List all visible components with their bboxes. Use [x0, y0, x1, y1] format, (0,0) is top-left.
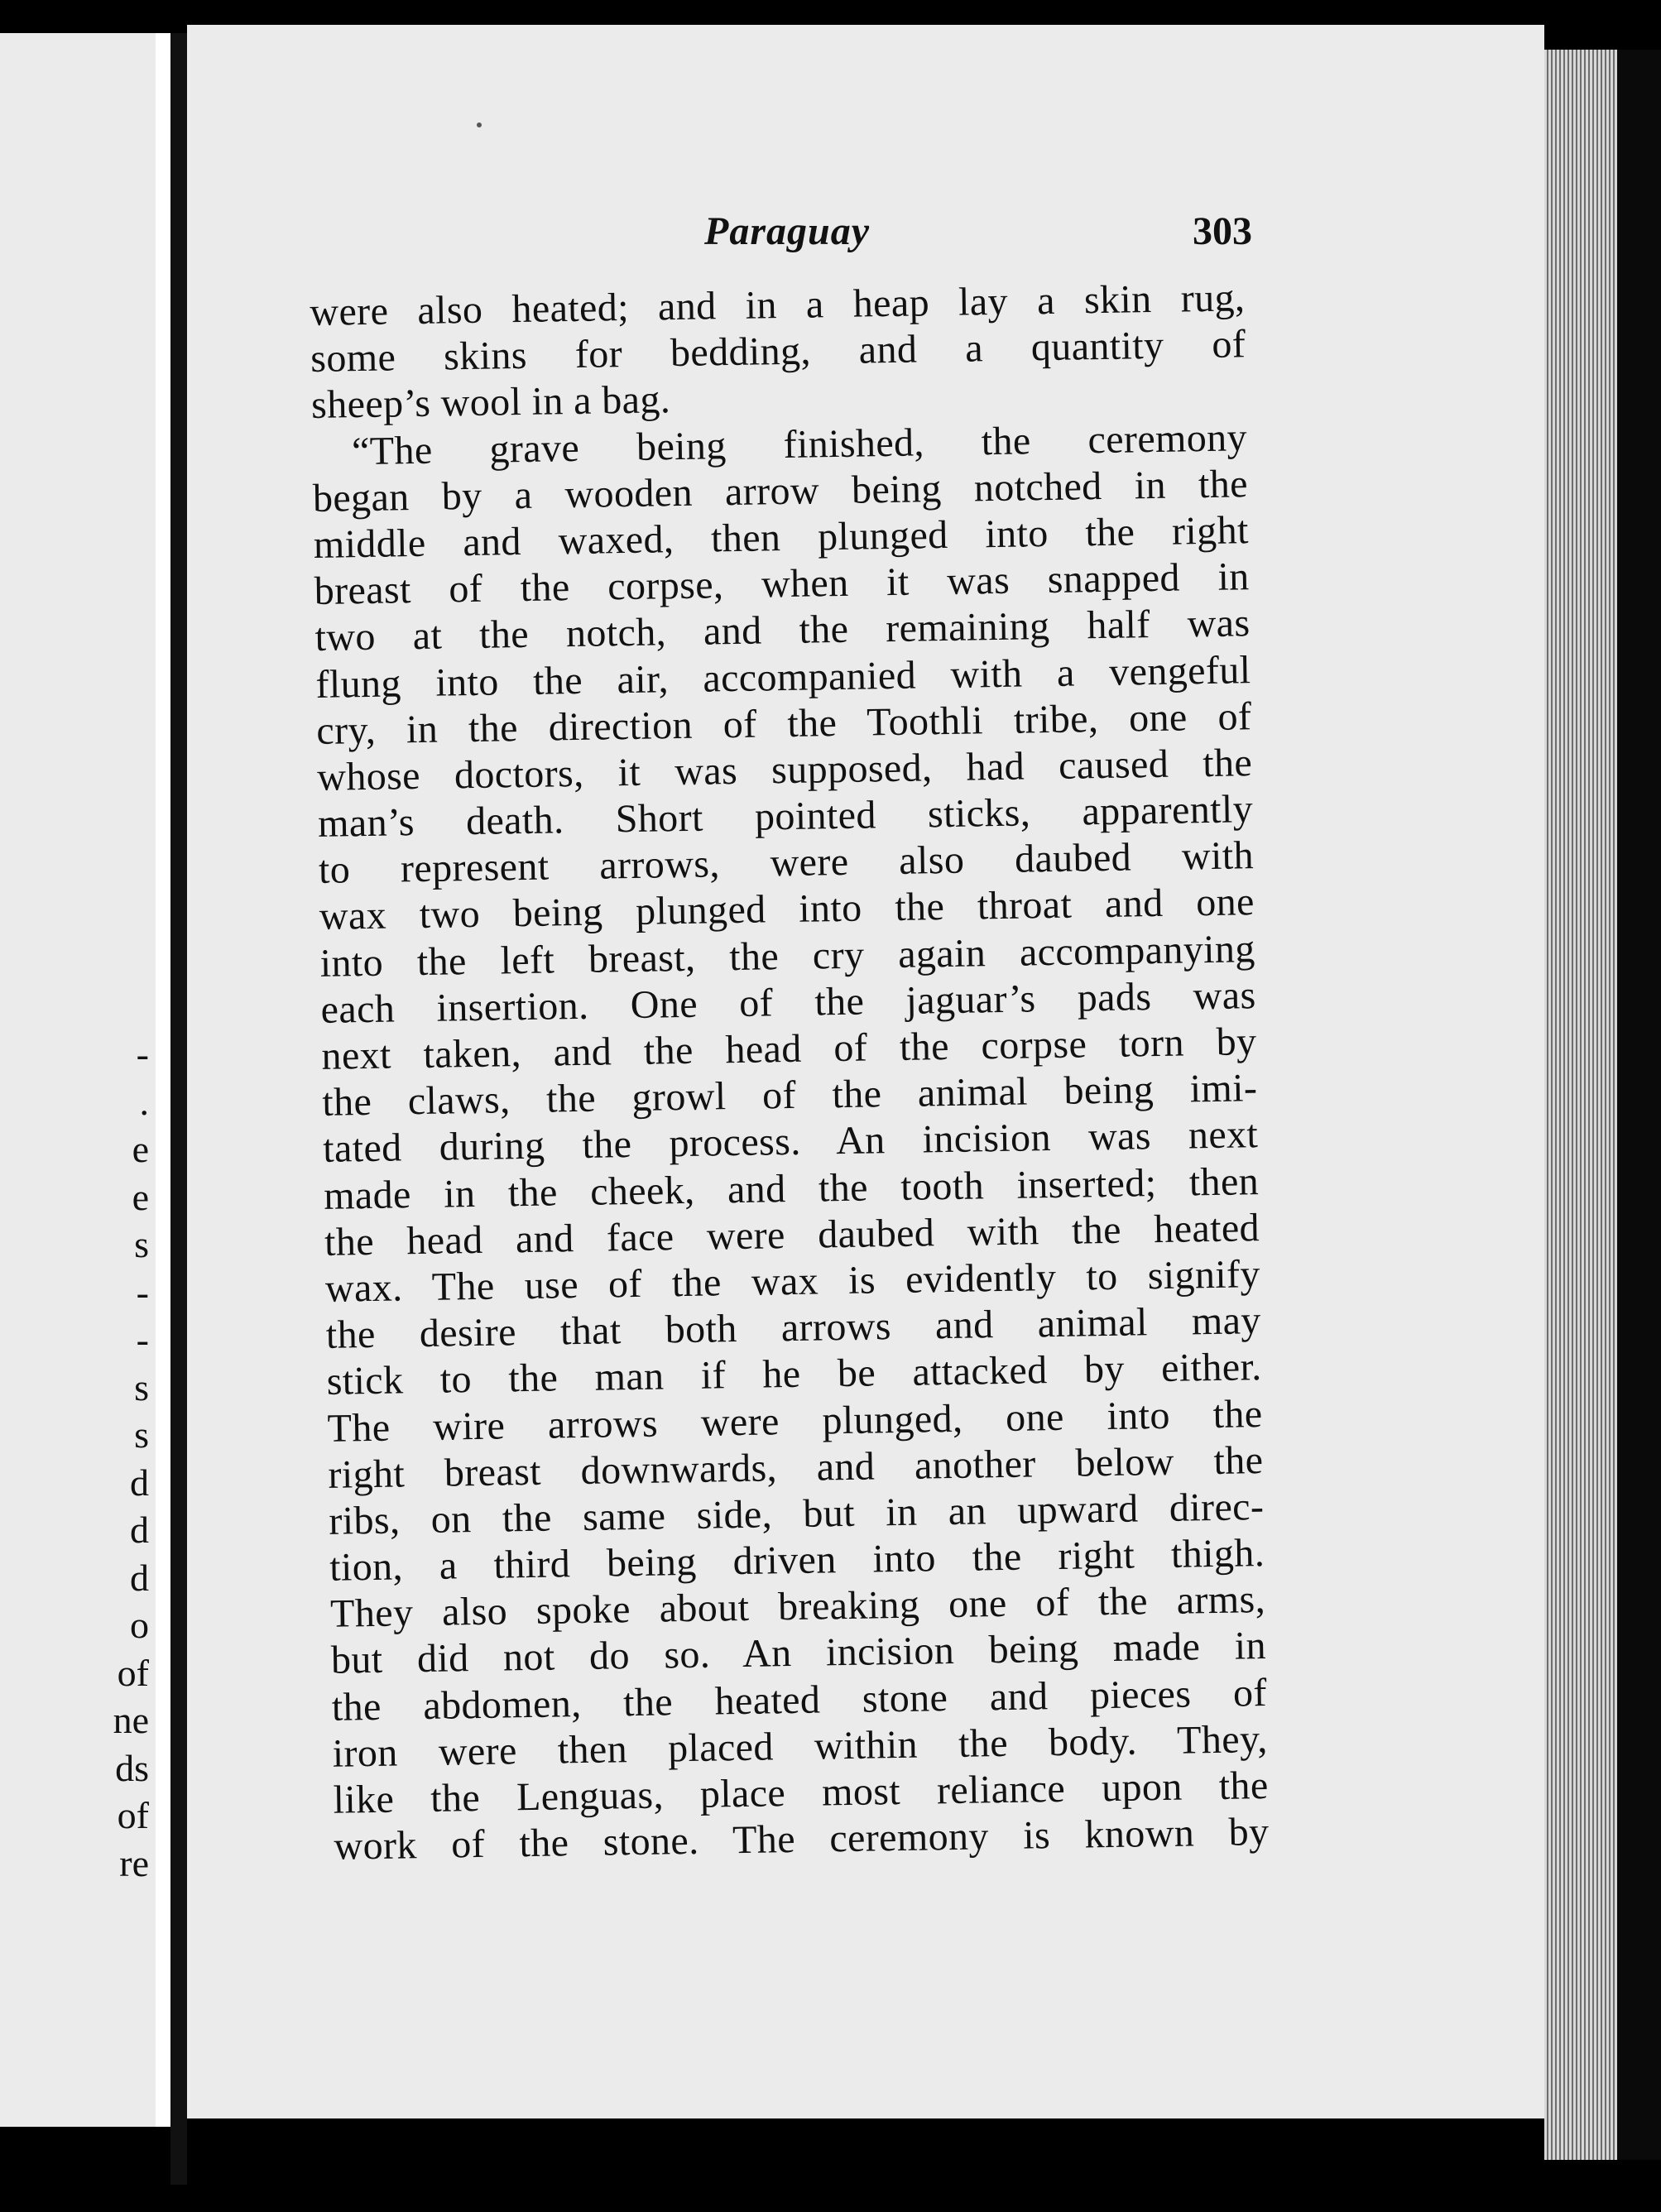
- page-number: 303: [1193, 209, 1252, 253]
- text-line: tion, a third being driven into the right thigh.: [329, 1531, 1265, 1590]
- left-page-fragment: of: [117, 1651, 149, 1694]
- text-line: stick to the man if he be attacked by either.: [326, 1345, 1263, 1404]
- text-line: but did not do so. An incision being made in: [330, 1624, 1267, 1683]
- left-page-fragment: o: [130, 1604, 149, 1646]
- gutter: [156, 33, 170, 2127]
- text-line: right breast downwards, and another below the: [328, 1437, 1264, 1497]
- text-line: middle and waxed, then plunged into the right: [313, 508, 1250, 567]
- text-line: breast of the corpse, when it was snapped in: [314, 554, 1251, 614]
- text-line: like the Lenguas, place most reliance upon the: [333, 1763, 1269, 1822]
- text-line: into the left breast, the cry again accompanying: [319, 926, 1256, 986]
- left-page-fragment: -: [136, 1318, 149, 1360]
- text-line: whose doctors, it was supposed, had caused the: [316, 741, 1253, 799]
- text-line: sheep’s wool in a bag.: [310, 377, 671, 428]
- text-line: the claws, the growl of the animal being imi-: [322, 1066, 1258, 1125]
- left-page-fragment: ds: [115, 1746, 149, 1789]
- left-page-fragment: -: [136, 1033, 149, 1075]
- text-line: iron were then placed within the body. They,: [332, 1716, 1269, 1776]
- left-page-fragment: e: [132, 1128, 149, 1170]
- left-page-fragment: re: [119, 1841, 149, 1884]
- book-spine-shadow: [170, 33, 187, 2185]
- left-page-fragment: s: [134, 1413, 149, 1456]
- text-line: tated during the process. An incision was next: [322, 1112, 1259, 1172]
- left-page-fragment: d: [130, 1509, 149, 1551]
- left-page-fragment: .: [139, 1080, 149, 1123]
- right-page: [187, 25, 1544, 2118]
- left-page-text-fragments: [0, 1030, 156, 1887]
- text-line: were also heated; and in a heap lay a skin rug,: [310, 276, 1246, 334]
- left-page-fragment: s: [134, 1365, 149, 1408]
- text-line: flung into the air, accompanied with a vengeful: [315, 647, 1251, 707]
- text-line: They also spoke about breaking one of the arms,: [329, 1577, 1266, 1637]
- text-line: each insertion. One of the jaguar’s pads was: [320, 972, 1256, 1032]
- left-page-fragment: ne: [113, 1699, 149, 1741]
- left-facing-page: [0, 33, 156, 2127]
- running-title: Paraguay: [704, 209, 870, 253]
- text-line: wax. The use of the wax is evidently to signify: [324, 1252, 1261, 1311]
- text-line: made in the cheek, and the tooth inserted; then: [323, 1159, 1260, 1218]
- left-page-fragment: s: [134, 1223, 149, 1265]
- text-line: ribs, on the same side, but in an upward direc-: [328, 1484, 1265, 1543]
- left-page-fragment: d: [130, 1461, 149, 1504]
- body-text: [310, 275, 1270, 1870]
- text-line: cry, in the direction of the Toothli tribe, one of: [315, 693, 1252, 753]
- running-head: [187, 209, 1544, 266]
- text-line: some skins for bedding, and a quantity of: [310, 322, 1246, 381]
- dust-speck: [477, 122, 482, 127]
- text-line: The wire arrows were plunged, one into the: [327, 1391, 1263, 1451]
- text-line: began by a wooden arrow being notched in the: [312, 461, 1249, 521]
- left-page-fragment: d: [130, 1556, 149, 1599]
- left-page-fragment: e: [132, 1175, 149, 1218]
- text-line: “The grave being finished, the ceremony: [351, 415, 1248, 473]
- page-edges: [1544, 50, 1617, 2160]
- page-edges-shadow: [1617, 50, 1661, 2160]
- text-line: the abdomen, the heated stone and pieces of: [331, 1670, 1268, 1730]
- text-line: the desire that both arrows and animal may: [325, 1298, 1262, 1357]
- left-page-fragment: of: [117, 1794, 149, 1836]
- text-line: the head and face were daubed with the heated: [324, 1205, 1260, 1264]
- text-line: work of the stone. The ceremony is known by: [334, 1810, 1270, 1869]
- text-line: wax two being plunged into the throat and one: [319, 880, 1255, 939]
- left-page-fragment: -: [136, 1270, 149, 1313]
- text-line: man’s death. Short pointed sticks, apparently: [317, 787, 1254, 846]
- text-line: to represent arrows, were also daubed with: [318, 833, 1255, 893]
- text-line: next taken, and the head of the corpse torn by: [321, 1020, 1257, 1078]
- text-line: two at the notch, and the remaining half was: [314, 601, 1251, 660]
